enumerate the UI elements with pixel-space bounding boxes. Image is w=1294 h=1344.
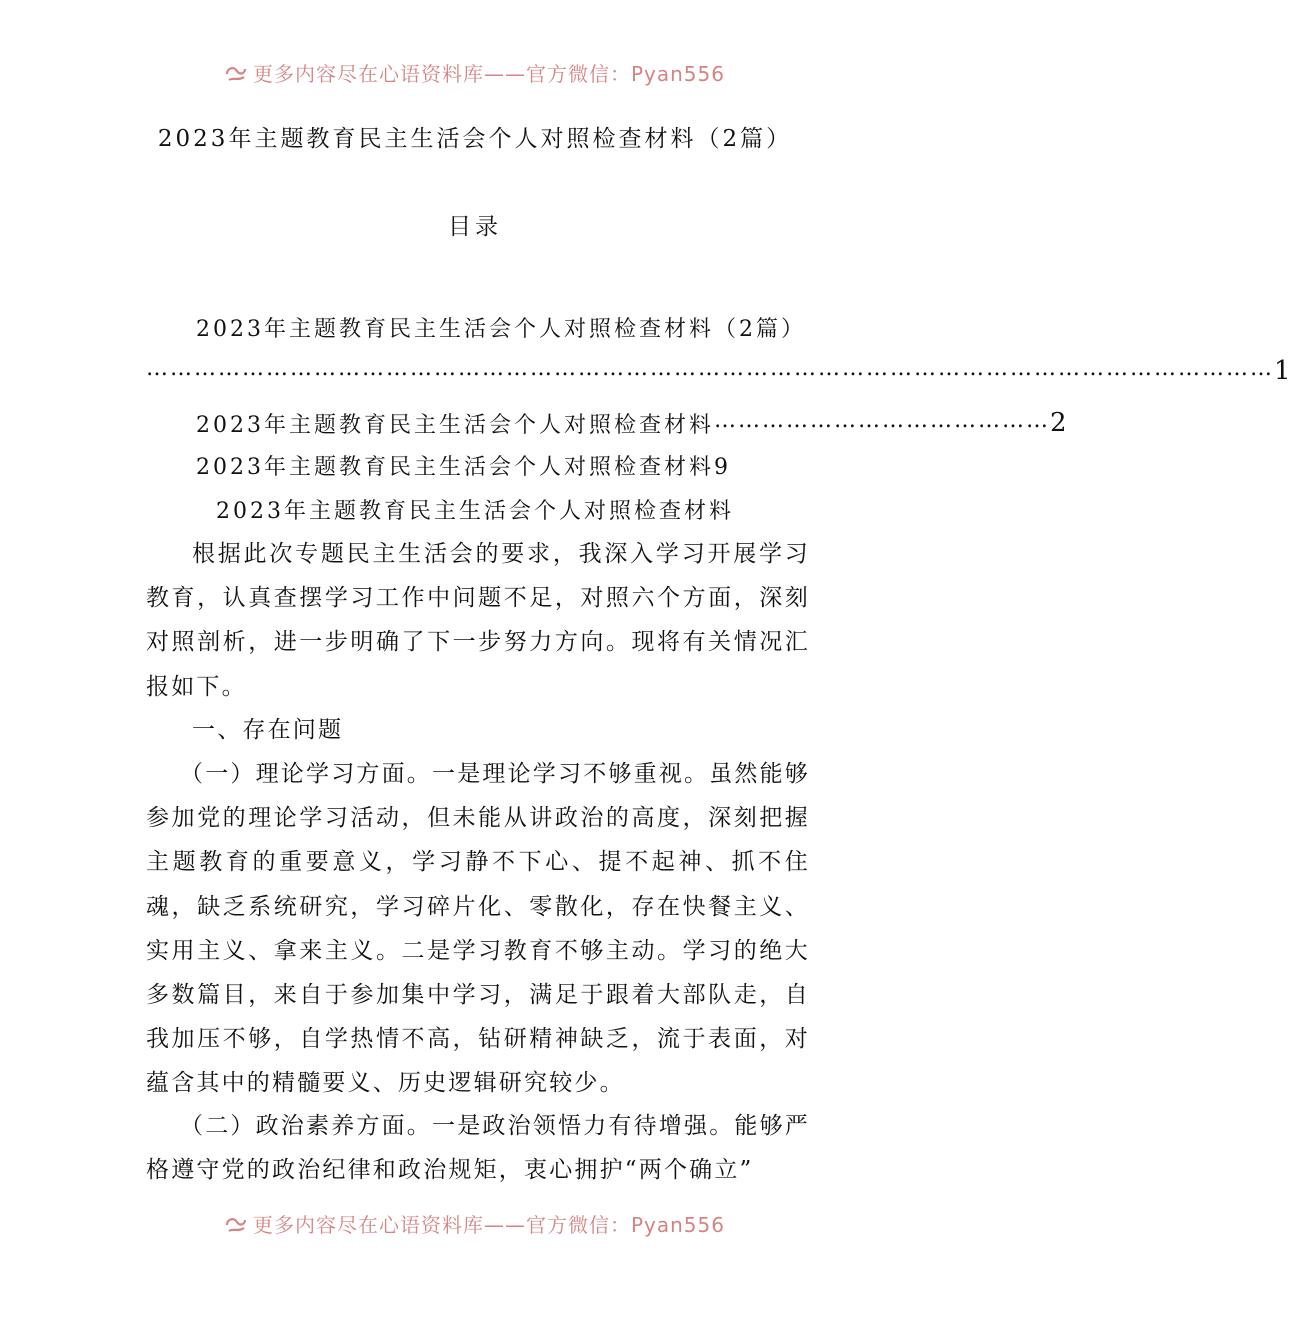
document-title: 2023年主题教育民主生活会个人对照检查材料（2篇） <box>157 126 793 152</box>
header-watermark-text: 更多内容尽在心语资料库——官方微信：Pyan556 <box>252 62 725 86</box>
toc-dot-leader: …………………………………………………………………………………………………………………………… <box>146 356 1274 381</box>
heading-existing-problems: 一、存在问题 <box>192 717 344 743</box>
toc-entry-1-leader[interactable] <box>146 356 1294 386</box>
watermark-logo-icon <box>225 1215 247 1233</box>
section-title: 2023年主题教育民主生活会个人对照检查材料 <box>216 499 734 524</box>
header-watermark <box>0 58 950 87</box>
toc-entry-3[interactable] <box>146 450 806 481</box>
toc-dot-leader: …………………………………… <box>714 408 1050 433</box>
paragraph-intro: 根据此次专题民主生活会的要求，我深入学习开展学习教育，认真查摆学习工作中问题不足，对照六个方面，深刻对照剖析，进一步明确了下一步努力方向。现将有关情况汇报如下。 <box>146 541 810 700</box>
toc-entry-1-label[interactable]: 2023年主题教育民主生活会个人对照检查材料（2篇） <box>196 317 806 342</box>
toc-entry-2-page: 2 <box>1050 408 1070 438</box>
watermark-logo-icon <box>225 64 247 82</box>
paragraph-political-quality: （二）政治素养方面。一是政治领悟力有待增强。能够严格遵守党的政治纪律和政治规矩，衷心拥护“两个确立” <box>146 1113 810 1184</box>
paragraph-theory-study: （一）理论学习方面。一是理论学习不够重视。虽然能够参加党的理论学习活动，但未能从讲政治的高度，深刻把握主题教育的重要意义，学习静不下心、提不起神、抓不住魂，缺乏系统研究，学习碎片化、零散化，存在快餐主义、实用主义、拿来主义。二是学习教育不够主动。学习的绝大多数篇目，来自于参加集中学习，满足于跟着大部队走，自我加压不够，自学热情不高，钻研精神缺乏，流于表面，对蕴含其中的精髓要义、历史逻辑研究较少。 <box>146 761 810 1097</box>
toc-entry-2[interactable] <box>146 408 1070 439</box>
footer-watermark-text: 更多内容尽在心语资料库——官方微信：Pyan556 <box>252 1213 725 1237</box>
toc-entry-2-label: 2023年主题教育民主生活会个人对照检查材料 <box>196 413 714 438</box>
toc-entry-3-label: 2023年主题教育民主生活会个人对照检查材料 <box>196 455 714 480</box>
toc-entry-1-page: 1 <box>1274 356 1294 386</box>
footer-watermark <box>0 1209 950 1238</box>
toc-heading: 目录 <box>448 214 502 240</box>
toc-entry-3-page: 9 <box>714 455 731 480</box>
